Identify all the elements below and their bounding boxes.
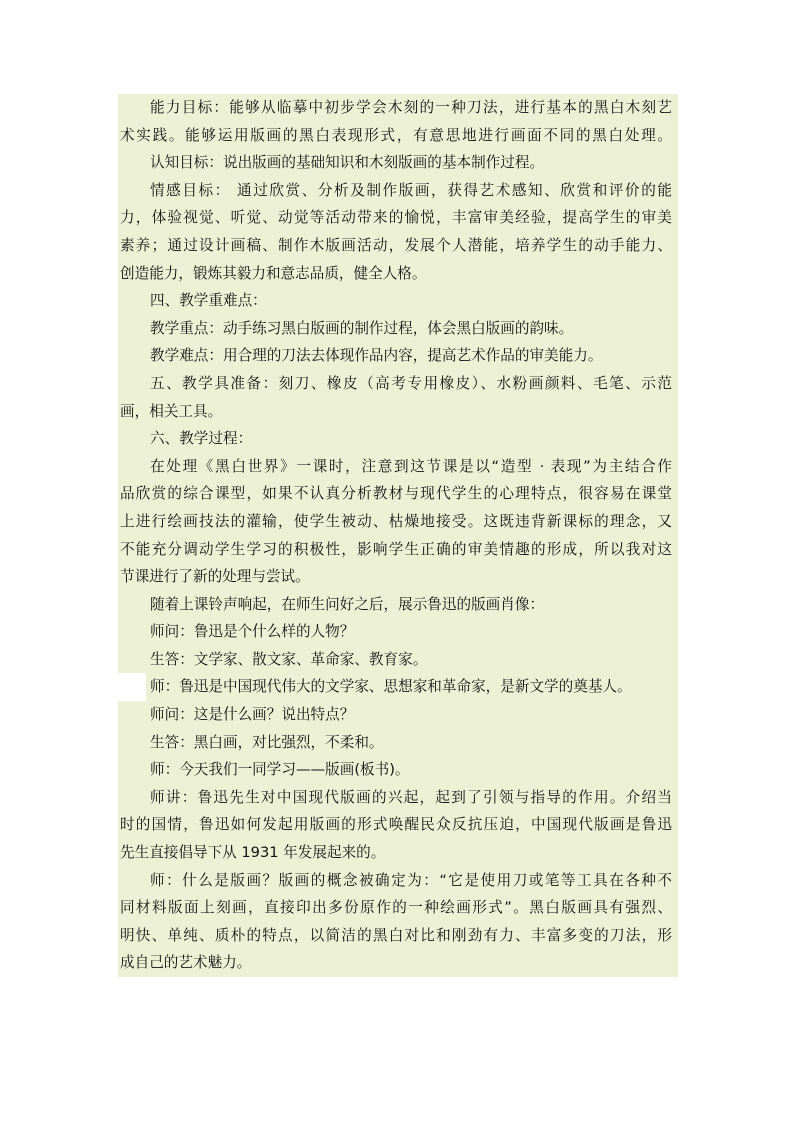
document-body: [118, 94, 678, 977]
text-line: 明快、单纯、质朴的特点，以简洁的黑白对比和刚劲有力、丰富多变的刀法，形: [118, 922, 678, 950]
text-line: 认知目标：说出版画的基础知识和木刻版画的基本制作过程。: [118, 149, 678, 177]
text-line: 节课进行了新的处理与尝试。: [118, 563, 678, 591]
text-line: 四、教学重难点：: [118, 287, 678, 315]
text-line: 五、教学具准备：刻刀、橡皮（高考专用橡皮）、水粉画颜料、毛笔、示范: [118, 370, 678, 398]
text-line: 情感目标： 通过欣赏、分析及制作版画，获得艺术感知、欣赏和评价的能: [118, 177, 678, 205]
text-line: 六、教学过程：: [118, 425, 678, 453]
text-line: 生答：文学家、散文家、革命家、教育家。: [118, 646, 678, 674]
text-line: 师问：鲁迅是个什么样的人物？: [118, 618, 678, 646]
text-line: 素养；通过设计画稿、制作木版画活动，发展个人潜能，培养学生的动手能力、: [118, 232, 678, 260]
text-line: 教学难点：用合理的刀法去体现作品内容，提高艺术作品的审美能力。: [118, 342, 678, 370]
text-line: 不能充分调动学生学习的积极性，影响学生正确的审美情趣的形成，所以我对这: [118, 536, 678, 564]
text-line: 画，相关工具。: [118, 398, 678, 426]
text-line: 品欣赏的综合课型，如果不认真分析教材与现代学生的心理特点，很容易在课堂: [118, 480, 678, 508]
text-line: 师：什么是版画？版画的概念被确定为：“它是使用刀或笔等工具在各种不: [118, 867, 678, 895]
text-line: 能力目标：能够从临摹中初步学会木刻的一种刀法，进行基本的黑白木刻艺: [118, 94, 678, 122]
text-line: 创造能力，锻炼其毅力和意志品质，健全人格。: [118, 260, 678, 288]
text-line: 成自己的艺术魅力。: [118, 949, 678, 977]
text-line: 师：今天我们一同学习——版画(板书)。: [118, 756, 678, 784]
text-line: 上进行绘画技法的灌输，使学生被动、枯燥地接受。这既违背新课标的理念，又: [118, 508, 678, 536]
text-line: 生答：黑白画，对比强烈，不柔和。: [118, 729, 678, 757]
text-line: 术实践。能够运用版画的黑白表现形式，有意思地进行画面不同的黑白处理。: [118, 122, 678, 150]
text-line: 师讲：鲁迅先生对中国现代版画的兴起，起到了引领与指导的作用。介绍当: [118, 784, 678, 812]
text-line: 同材料版面上刻画，直接印出多份原作的一种绘画形式”。黑白版画具有强烈、: [118, 894, 678, 922]
text-line: 先生直接倡导下从 1931 年发展起来的。: [118, 839, 678, 867]
text-line: 随着上课铃声响起，在师生问好之后，展示鲁迅的版画肖像：: [118, 591, 678, 619]
text-line: 时的国情，鲁迅如何发起用版画的形式唤醒民众反抗压迫，中国现代版画是鲁迅: [118, 811, 678, 839]
text-line: 教学重点：动手练习黑白版画的制作过程，体会黑白版画的韵味。: [118, 315, 678, 343]
text-line: 在处理《黑白世界》一课时，注意到这节课是以“造型 · 表现”为主结合作: [118, 453, 678, 481]
text-line: 师：鲁迅是中国现代伟大的文学家、思想家和革命家，是新文学的奠基人。: [146, 673, 678, 701]
text-line: 师问：这是什么画？说出特点？: [118, 701, 678, 729]
text-line: 力，体验视觉、听觉、动觉等活动带来的愉悦，丰富审美经验，提高学生的审美: [118, 204, 678, 232]
